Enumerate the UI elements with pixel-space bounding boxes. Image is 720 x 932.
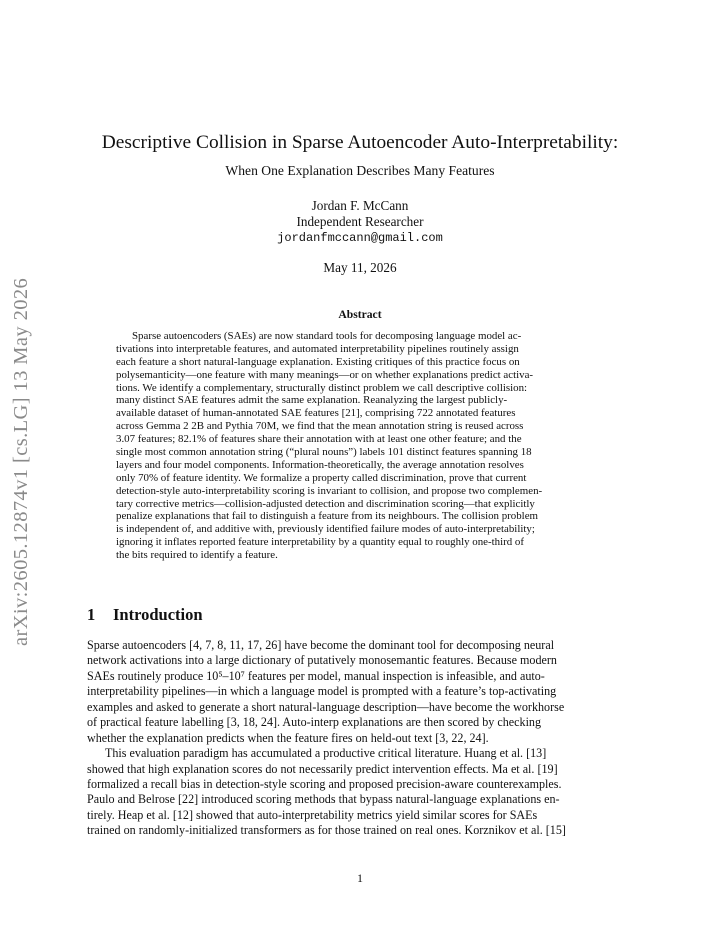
body-line: interpretability pipelines—in which a language model is prompted with a feature’s top-activating <box>87 684 557 699</box>
abstract-line: polysemanticity—one feature with many meanings—or on whether explanations predict activa- <box>116 368 534 381</box>
abstract-line: 3.07 features; 82.1% of features share their annotation with at least one other feature; and the <box>116 433 522 446</box>
abstract-line: each feature a short natural-language explanation. Existing critiques of this practice focus on <box>116 355 520 368</box>
abstract-line: is independent of, and additive with, previously identified failure modes of auto-interpretability; <box>116 523 535 536</box>
abstract-body <box>116 330 604 562</box>
body-line: whether the explanation predicts when the feature fires on held-out text [3, 22, 24]. <box>87 730 489 745</box>
arxiv-identifier-stamp[interactable]: arXiv:2605.12874v1 [cs.LG] 13 May 2026 <box>10 277 32 646</box>
body-line: SAEs routinely produce 10⁵–10⁷ features per model, manual inspection is infeasible, and auto- <box>87 668 545 683</box>
abstract-line: ignoring it inflates reported feature interpretability by a quantity equal to roughly one-third of <box>116 536 524 549</box>
body-line: tirely. Heap et al. [12] showed that auto-interpretability metrics yield similar scores for SAEs <box>87 807 538 822</box>
body-line: Sparse autoencoders [4, 7, 8, 11, 17, 26] have become the dominant tool for decomposing neural <box>87 638 555 652</box>
body-line: of practical feature labelling [3, 18, 24]. Auto-interp explanations are then scored by checking <box>87 715 542 730</box>
section-title: Introduction <box>113 605 203 624</box>
author-email[interactable]: jordanfmccann@gmail.com <box>277 231 443 245</box>
abstract-heading: Abstract <box>338 308 382 321</box>
abstract-line: many distinct SAE features admit the same explanation. Reanalyzing the largest publicly- <box>116 394 508 407</box>
abstract-line: layers and four model components. Information-theoretically, the average annotation resolves <box>116 458 524 471</box>
abstract-line: the bits required to identify a feature. <box>116 549 278 562</box>
abstract-line: detection-style auto-interpretability scoring is invariant to collision, and propose two complemen- <box>116 484 543 497</box>
abstract-line: tions. We identify a complementary, structurally distinct problem we call descriptive collision: <box>116 381 528 394</box>
abstract-line: tivations into interpretable features, and automated interpretability pipelines routinely assign <box>116 342 519 355</box>
paper-subtitle: When One Explanation Describes Many Features <box>225 163 495 178</box>
body-line: trained on randomly-initialized transformers as for those trained on real ones. Korznikov et al. [15] <box>87 823 566 838</box>
abstract-line: across Gemma 2 2B and Pythia 70M, we find that the mean annotation string is reused across <box>116 420 524 433</box>
body-line: This evaluation paradigm has accumulated a productive critical literature. Huang et al. [13] <box>105 746 547 761</box>
body-line: examples and asked to generate a short natural-language description—have become the workhorse <box>87 699 565 714</box>
body-line: formalized a recall bias in detection-style scoring and proposed precision-aware counterexamples. <box>87 776 562 791</box>
abstract-line: available dataset of human-annotated SAE features [21], comprising 722 annotated features <box>116 407 516 420</box>
author-name: Jordan F. McCann <box>311 198 409 213</box>
section-heading <box>87 605 203 625</box>
abstract-line: only 70% of feature identity. We formalize a property called discrimination, prove that current <box>116 471 527 484</box>
body-line: showed that high explanation scores do not necessarily predict intervention effects. Ma et al. [19] <box>87 761 558 776</box>
abstract-line: penalize explanations that fail to distinguish a feature from its neighbours. The collision problem <box>116 510 539 523</box>
introduction-body <box>87 638 633 839</box>
body-line: Paulo and Belrose [22] introduced scoring methods that bypass natural-language explanations en- <box>87 792 560 807</box>
author-block <box>0 198 720 246</box>
body-line: network activations into a large dictionary of putatively monosemantic features. Because modern <box>87 653 557 668</box>
author-affiliation: Independent Researcher <box>296 214 424 229</box>
abstract-line: Sparse autoencoders (SAEs) are now standard tools for decomposing language model ac- <box>132 330 522 342</box>
page-number: 1 <box>357 871 363 885</box>
paper-title: Descriptive Collision in Sparse Autoencoder Auto-Interpretability: <box>101 132 619 153</box>
section-number: 1 <box>87 605 96 624</box>
publication-date: May 11, 2026 <box>323 260 397 275</box>
abstract-line: tary corrective metrics—collision-adjusted detection and discrimination scoring—that explicitly <box>116 497 535 510</box>
abstract-line: single most common annotation string (“plural nouns”) labels 101 distinct features spanning 18 <box>116 446 532 459</box>
